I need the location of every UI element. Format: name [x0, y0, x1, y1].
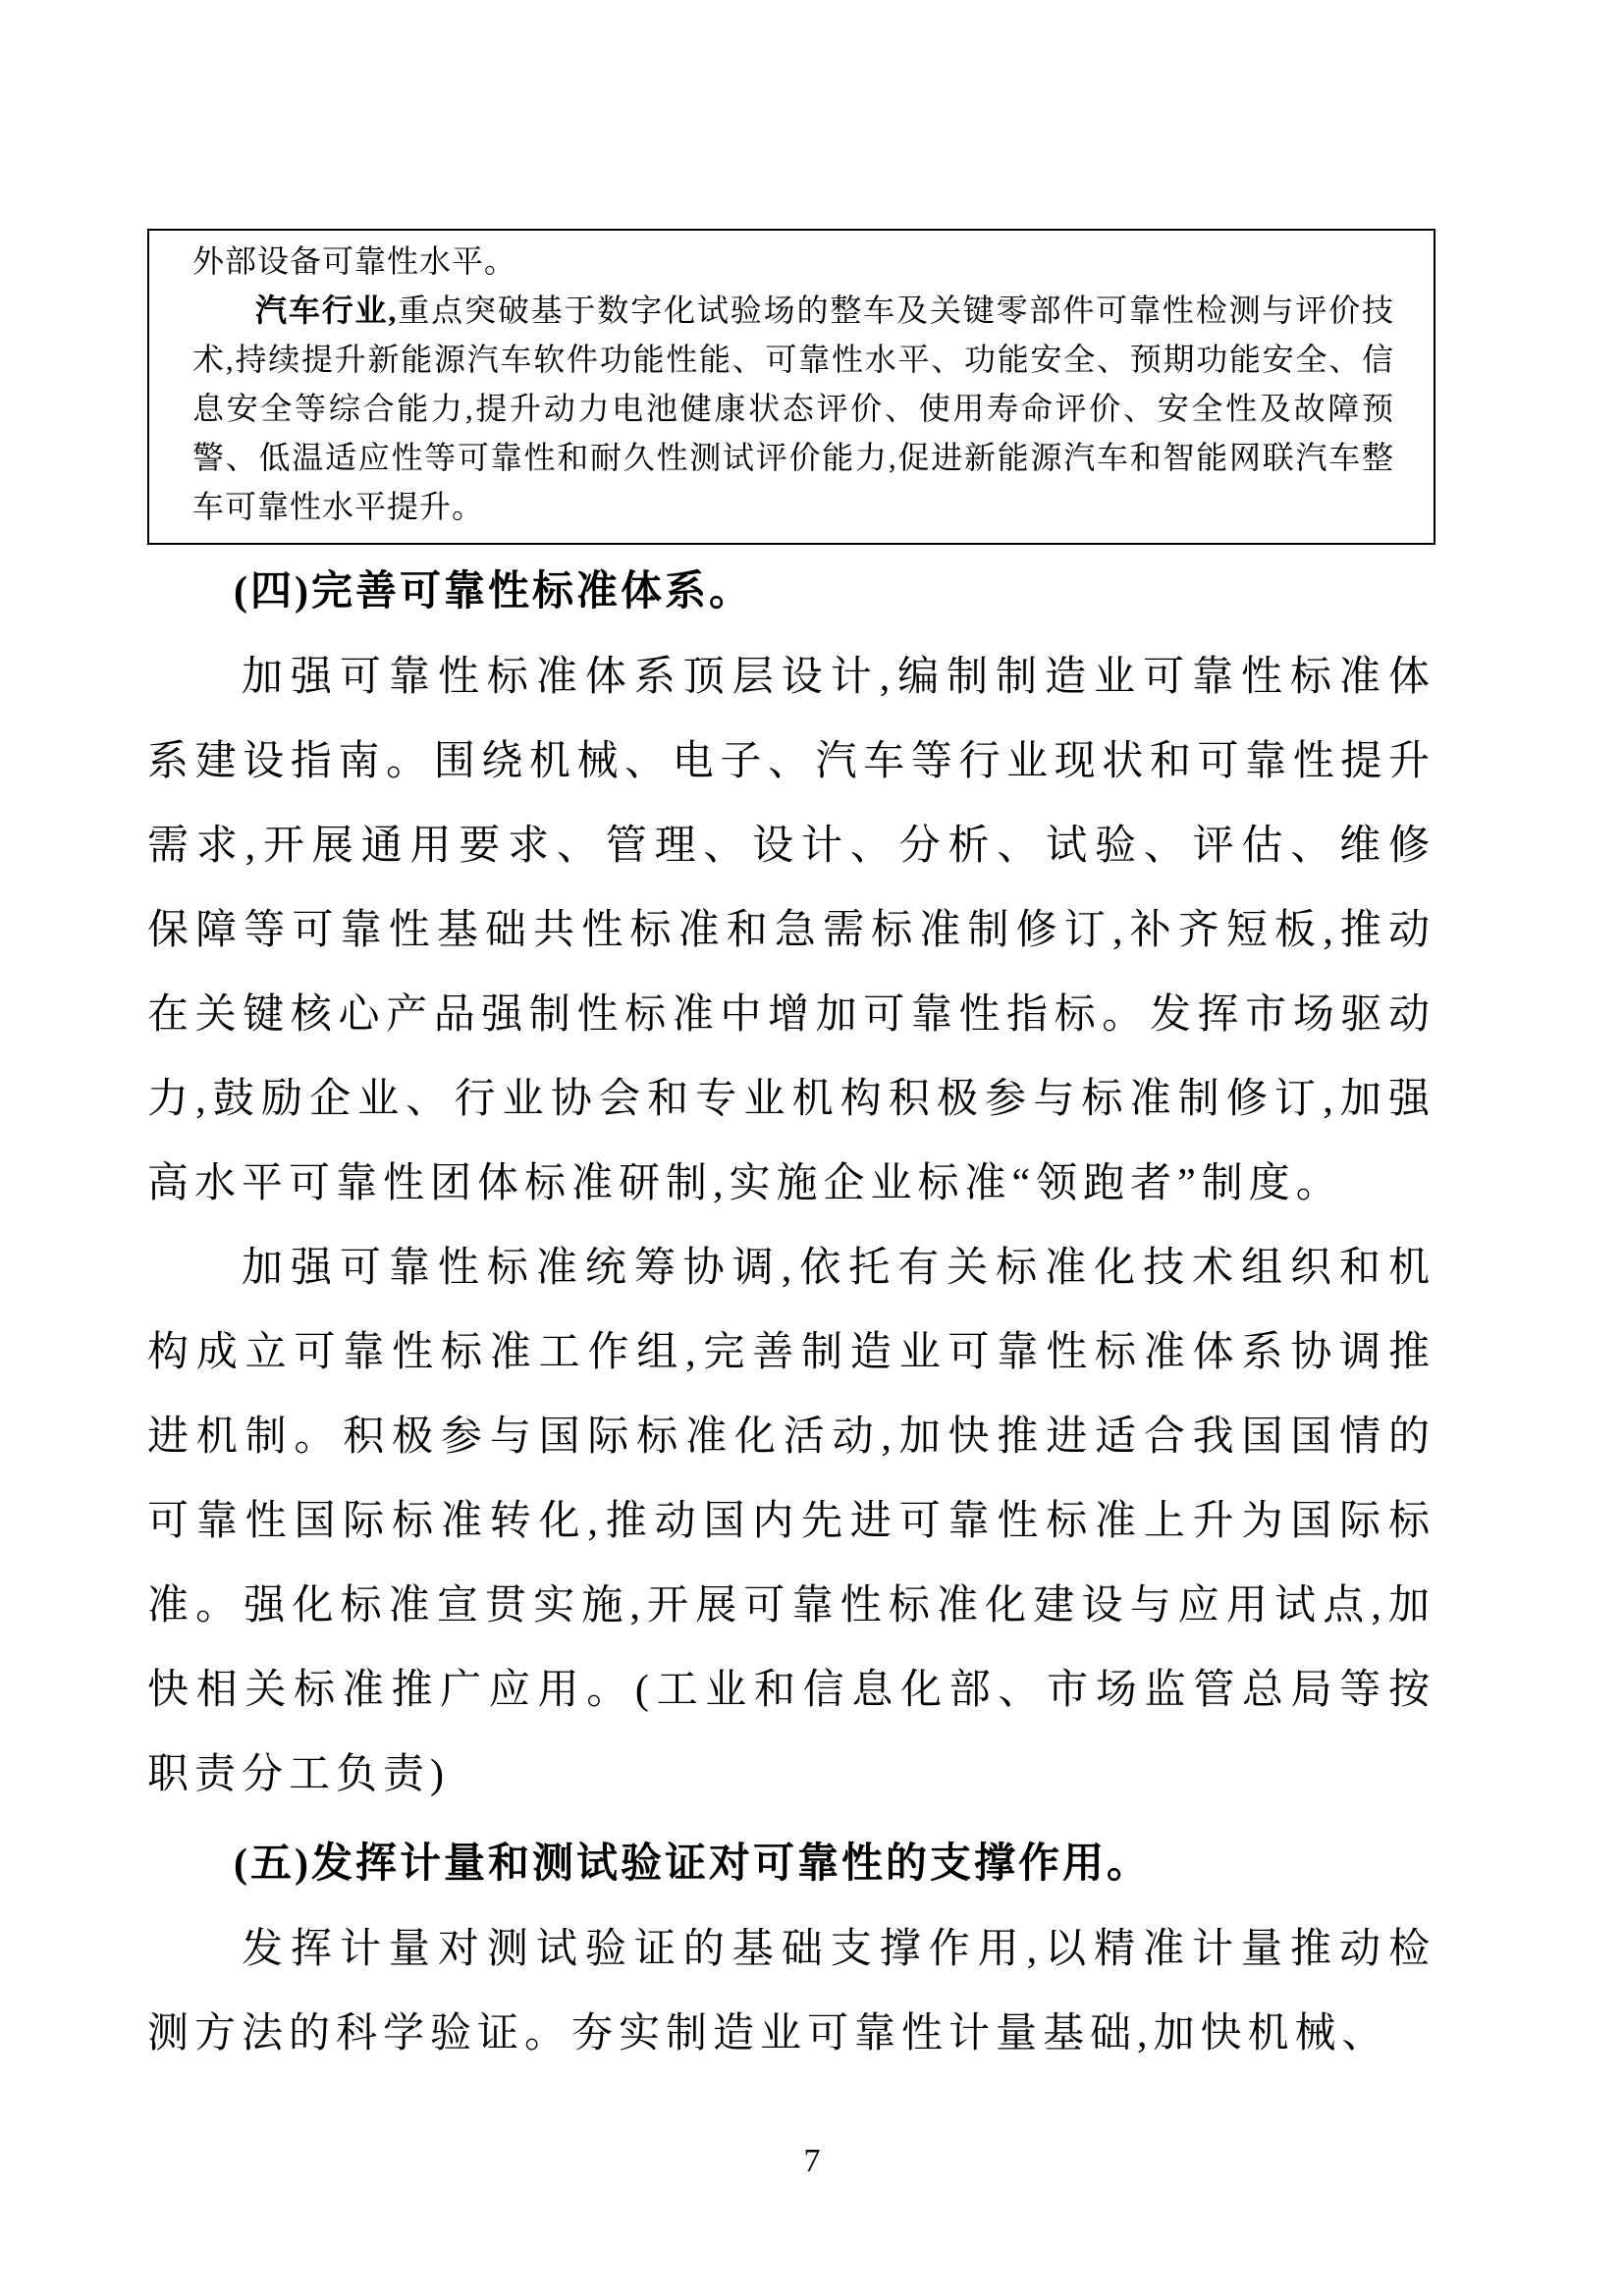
page-number: 7: [803, 2143, 821, 2179]
section-heading-4: (四)完善可靠性标准体系。: [234, 569, 753, 614]
section-4-paragraph-1: 加强可靠性标准体系顶层设计,编制制造业可靠性标准体系建设指南。围绕机械、电子、汽车等行业现状和可靠性提升需求,开展通用要求、管理、设计、分析、试验、评估、维修保障等可靠性基础共性标准和急需标准制修订,补齐短板,推动在关键核心产品强制性标准中增加可靠性指标。发挥市场驱动力,鼓励企业、行业协会和专业机构积极参与标准制修订,加强高水平可靠性团体标准研制,实施企业标准“领跑者”制度。: [147, 655, 1435, 1206]
callout-auto-industry-lead: 汽车行业,: [255, 293, 398, 328]
section-heading-5: (五)发挥计量和测试验证对可靠性的支撑作用。: [234, 1842, 1151, 1887]
section-4-paragraph-2: 加强可靠性标准统筹协调,依托有关标准化技术组织和机构成立可靠性标准工作组,完善制造业可靠性标准体系协调推进机制。积极参与国际标准化活动,加快推进适合我国国情的可靠性国际标准转化,推动国内先进可靠性标准上升为国际标准。强化标准宣贯实施,开展可靠性标准化建设与应用试点,加快相关标准推广应用。(工业和信息化部、市场监管总局等按职责分工负责): [147, 1246, 1435, 1797]
section-5-paragraph-1: 发挥计量对测试验证的基础支撑作用,以精准计量推动检测方法的科学验证。夯实制造业可靠性计量基础,加快机械、: [147, 1927, 1435, 2056]
callout-auto-industry-body: 重点突破基于数字化试验场的整车及关键零部件可靠性检测与评价技术,持续提升新能源汽车软件功能性能、可靠性水平、功能安全、预期功能安全、信息安全等综合能力,提升动力电池健康状态评价、使用寿命评价、安全性及故障预警、低温适应性等可靠性和耐久性测试评价能力,促进新能源汽车和智能网联汽车整车可靠性水平提升。: [192, 293, 1394, 524]
page-content: [147, 229, 1435, 2076]
callout-auto-industry-paragraph: [192, 286, 1394, 531]
callout-box: [147, 229, 1435, 545]
callout-continuation-line: 外部设备可靠性水平。: [192, 243, 517, 279]
